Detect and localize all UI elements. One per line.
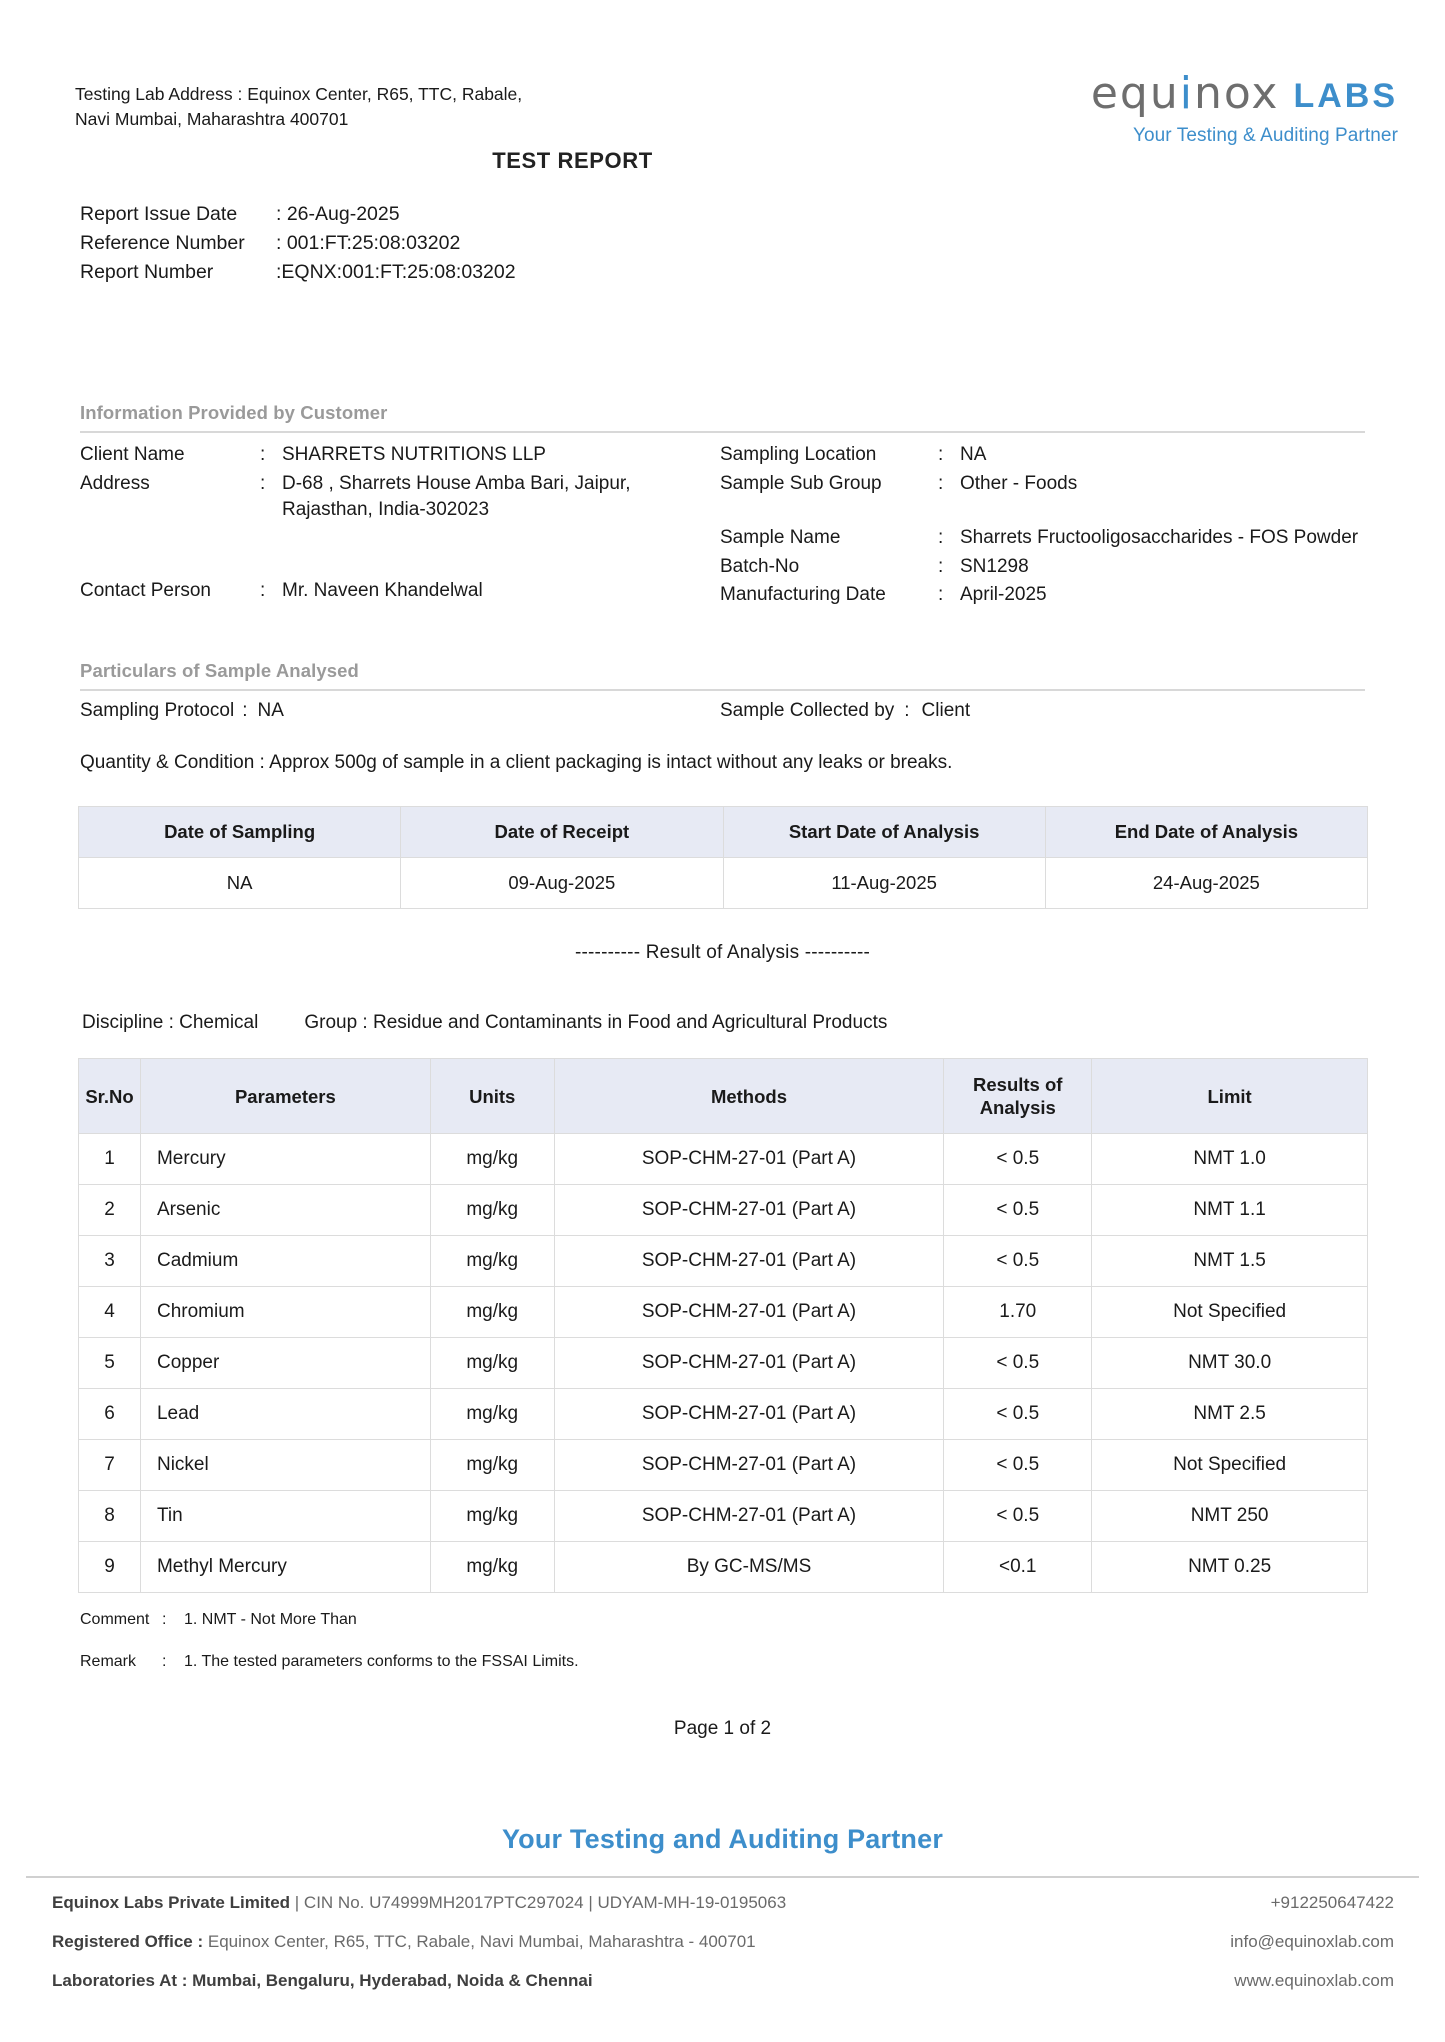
table-row [79,1389,1368,1440]
cell-method: SOP-CHM-27-01 (Part A) [554,1134,944,1185]
sample-sub-group-colon: : [938,472,944,494]
sample-collected-by-group [720,700,1365,722]
cell-sr-no: 5 [79,1338,141,1389]
cell-sr-no: 1 [79,1134,141,1185]
group-text: Group : Residue and Contaminants in Food and Agricultural Products [304,1012,888,1033]
col-end-date-of-analysis: End Date of Analysis [1045,807,1367,858]
footer-labs-label: Laboratories At : Mumbai, Bengaluru, Hyderabad, Noida & Chennai [52,1971,593,1990]
address-label: Address [80,472,150,494]
address-colon: : [260,472,266,494]
page-number: Page 1 of 2 [673,1718,772,1739]
cell-parameter: Arsenic [140,1185,430,1236]
customer-info-left-column [80,442,720,611]
discipline-line [82,1012,887,1034]
cell-sr-no: 3 [79,1236,141,1287]
cell-sr-no: 2 [79,1185,141,1236]
quantity-condition-value: Approx 500g of sample in a client packaging is intact without any leaks or breaks. [269,752,953,773]
table-row [79,1236,1368,1287]
reference-number-label: Reference Number [80,231,245,254]
footer-website[interactable]: www.equinoxlab.com [1234,1971,1394,1990]
comment-block [80,1610,357,1631]
cell-sr-no: 7 [79,1440,141,1491]
contact-person-colon: : [260,579,266,601]
page-footer [52,1893,1394,2010]
col-methods: Methods [554,1059,944,1134]
table-row [79,1440,1368,1491]
cell-limit: NMT 250 [1092,1491,1368,1542]
cell-method: SOP-CHM-27-01 (Part A) [554,1287,944,1338]
logo-text-nox: nox [1193,68,1280,119]
contact-person-value: Mr. Naveen Khandelwal [282,579,483,601]
logo-labs-text: LABS [1293,77,1398,115]
cell-result: 1.70 [944,1287,1092,1338]
cell-method: SOP-CHM-27-01 (Part A) [554,1338,944,1389]
footer-divider [26,1876,1419,1878]
footer-row-office [52,1932,1394,1952]
reference-number-value: : 001:FT:25:08:03202 [276,231,461,254]
cell-units: mg/kg [430,1185,554,1236]
cell-parameter: Mercury [140,1134,430,1185]
col-results-of-analysis [944,1059,1092,1134]
quantity-condition-row [80,752,1365,774]
client-name-label: Client Name [80,444,185,465]
cell-result: < 0.5 [944,1134,1092,1185]
table-row [79,1542,1368,1593]
sampling-protocol-group [80,700,720,722]
cell-units: mg/kg [430,1491,554,1542]
report-issue-date-row [80,200,516,229]
address-value: D-68 , Sharrets House Amba Bari, Jaipur, Rajasthan, India-302023 [282,472,631,521]
cell-parameter: Methyl Mercury [140,1542,430,1593]
sampling-protocol-value: NA [257,700,284,721]
footer-phone[interactable]: +912250647422 [1270,1893,1394,1912]
batch-no-row [720,554,1365,581]
cell-result: <0.1 [944,1542,1092,1593]
remark-label: Remark [80,1653,137,1670]
cell-units: mg/kg [430,1542,554,1593]
footer-row-company [52,1893,1394,1913]
logo-tagline: Your Testing & Auditing Partner [1132,125,1398,146]
remark-value: 1. The tested parameters conforms to the FSSAI Limits. [184,1653,579,1670]
cell-method: By GC-MS/MS [554,1542,944,1593]
footer-company-info [52,1893,786,1913]
cell-result: < 0.5 [944,1491,1092,1542]
sample-collected-by-label: Sample Collected by [720,700,895,721]
col-parameters: Parameters [140,1059,430,1134]
table-row [79,1338,1368,1389]
address-row [80,471,720,524]
cell-units: mg/kg [430,1338,554,1389]
table-row [79,1491,1368,1542]
cell-parameter: Nickel [140,1440,430,1491]
logo-text-i: i [1179,68,1194,119]
discipline-text: Discipline : Chemical [82,1012,259,1033]
report-number-row [80,258,516,287]
cell-limit: NMT 2.5 [1092,1389,1368,1440]
footer-tagline: Your Testing and Auditing Partner [501,1824,944,1854]
sampling-dates-table [78,806,1368,909]
customer-info-right-column [720,442,1365,611]
customer-info-heading: Information Provided by Customer [80,402,1365,433]
table-row [79,1134,1368,1185]
report-issue-date-value: : 26-Aug-2025 [276,203,400,225]
cell-units: mg/kg [430,1389,554,1440]
layout-spacer [80,526,720,556]
report-number-value: :EQNX:001:FT:25:08:03202 [276,260,516,283]
footer-office-label: Registered Office : [52,1932,204,1951]
sample-sub-group-value: Other - Foods [960,472,1078,494]
cell-limit: Not Specified [1092,1287,1368,1338]
manufacturing-date-label: Manufacturing Date [720,584,886,606]
cell-sr-no: 4 [79,1287,141,1338]
sampling-protocol-colon: : [242,700,248,721]
cell-units: mg/kg [430,1440,554,1491]
sampling-protocol-label: Sampling Protocol [80,700,235,721]
contact-person-label: Contact Person [80,579,211,601]
cell-result: < 0.5 [944,1236,1092,1287]
logo-text-equ: equ [1090,68,1180,119]
contact-person-row [80,578,720,605]
footer-company-name: Equinox Labs Private Limited [52,1893,291,1912]
remark-colon: : [162,1653,167,1670]
cell-method: SOP-CHM-27-01 (Part A) [554,1491,944,1542]
manufacturing-date-row [720,582,1365,609]
cell-start-date-of-analysis: 11-Aug-2025 [723,858,1045,909]
client-name-row [80,442,720,469]
cell-method: SOP-CHM-27-01 (Part A) [554,1440,944,1491]
cell-sr-no: 8 [79,1491,141,1542]
col-start-date-of-analysis: Start Date of Analysis [723,807,1045,858]
report-number-label: Report Number [80,260,214,283]
page-title: TEST REPORT [492,148,653,173]
cell-sr-no: 6 [79,1389,141,1440]
footer-company-ids: | CIN No. U74999MH2017PTC297024 | UDYAM-MH-19-0195063 [290,1893,787,1912]
cell-sr-no: 9 [79,1542,141,1593]
cell-limit: NMT 1.0 [1092,1134,1368,1185]
footer-email[interactable]: info@equinoxlab.com [1230,1932,1394,1951]
client-name-colon: : [260,444,266,465]
cell-parameter: Chromium [140,1287,430,1338]
sampling-location-value: NA [960,444,987,465]
comment-label: Comment [80,1611,150,1628]
equinox-labs-logo [968,68,1398,147]
report-meta-block [80,200,516,287]
cell-end-date-of-analysis: 24-Aug-2025 [1045,858,1367,909]
cell-limit: Not Specified [1092,1440,1368,1491]
cell-date-of-receipt: 09-Aug-2025 [401,858,723,909]
cell-limit: NMT 1.5 [1092,1236,1368,1287]
cell-parameter: Tin [140,1491,430,1542]
sample-sub-group-row [720,471,1365,498]
col-date-of-sampling: Date of Sampling [79,807,401,858]
cell-limit: NMT 1.1 [1092,1185,1368,1236]
results-table [78,1058,1368,1593]
footer-office-address: Equinox Center, R65, TTC, Rabale, Navi Mumbai, Maharashtra - 400701 [203,1932,756,1951]
logo-wordmark [1090,68,1280,119]
sample-collected-by-colon: : [904,700,910,721]
batch-no-value: SN1298 [960,555,1029,577]
sampling-location-row [720,442,1365,469]
cell-units: mg/kg [430,1134,554,1185]
cell-parameter: Copper [140,1338,430,1389]
cell-parameter: Cadmium [140,1236,430,1287]
comment-value: 1. NMT - Not More Than [184,1611,357,1628]
remark-block [80,1652,579,1673]
cell-result: < 0.5 [944,1185,1092,1236]
sample-name-colon: : [938,527,944,549]
col-date-of-receipt: Date of Receipt [401,807,723,858]
sampling-location-colon: : [938,444,944,465]
col-units: Units [430,1059,554,1134]
col-results-line2: Analysis [979,1097,1056,1119]
particulars-heading: Particulars of Sample Analysed [80,660,1365,691]
reference-number-row [80,229,516,258]
cell-result: < 0.5 [944,1338,1092,1389]
customer-info-block [80,442,1365,611]
cell-units: mg/kg [430,1236,554,1287]
page-header [0,68,1445,192]
table-row [79,858,1368,909]
cell-result: < 0.5 [944,1389,1092,1440]
col-limit: Limit [1092,1059,1368,1134]
cell-parameter: Lead [140,1389,430,1440]
lab-address: Testing Lab Address : Equinox Center, R65, TTC, Rabale, Navi Mumbai, Maharashtra 400701 [75,84,523,129]
sample-name-label: Sample Name [720,527,841,549]
cell-limit: NMT 30.0 [1092,1338,1368,1389]
manufacturing-date-value: April-2025 [960,584,1047,606]
batch-no-label: Batch-No [720,555,800,577]
footer-labs-info [52,1971,593,1991]
result-of-analysis-divider: ---------- Result of Analysis ---------- [574,942,871,963]
cell-date-of-sampling: NA [79,858,401,909]
table-row [79,1185,1368,1236]
client-name-value: SHARRETS NUTRITIONS LLP [282,444,546,465]
layout-spacer-right [720,499,1365,525]
sample-name-row [720,525,1365,552]
cell-method: SOP-CHM-27-01 (Part A) [554,1185,944,1236]
footer-office-info [52,1932,756,1952]
manufacturing-date-colon: : [938,584,944,606]
sample-name-value: Sharrets Fructooligosaccharides - FOS Powder [960,527,1359,549]
sample-sub-group-label: Sample Sub Group [720,472,882,494]
cell-units: mg/kg [430,1287,554,1338]
particulars-row [80,700,1365,722]
table-header-row [79,807,1368,858]
cell-method: SOP-CHM-27-01 (Part A) [554,1236,944,1287]
cell-limit: NMT 0.25 [1092,1542,1368,1593]
results-table-header-row [79,1059,1368,1134]
table-row [79,1287,1368,1338]
quantity-condition-label: Quantity & Condition : [80,752,265,773]
sample-collected-by-value: Client [921,700,971,721]
comment-colon: : [162,1611,167,1628]
footer-row-labs [52,1971,1394,1991]
report-issue-date-label: Report Issue Date [80,203,238,225]
col-sr-no: Sr.No [79,1059,141,1134]
cell-method: SOP-CHM-27-01 (Part A) [554,1389,944,1440]
sampling-location-label: Sampling Location [720,444,877,465]
cell-result: < 0.5 [944,1440,1092,1491]
col-results-line1: Results of [973,1074,1063,1095]
batch-no-colon: : [938,555,944,577]
